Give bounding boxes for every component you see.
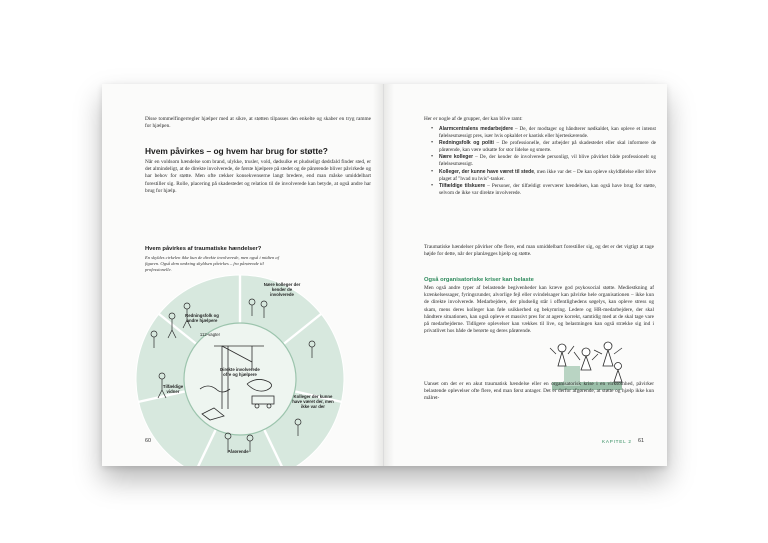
groups-intro: Her er nogle af de grupper, der kan blive ramt: <box>424 116 523 122</box>
list-item: • Redningsfolk og politi – De professionelle, der arbejder på skadestedet eller skal informere de pårørende, kan være udsatte for stor lidelse og smerte. <box>430 140 656 154</box>
groups-list <box>430 126 656 197</box>
list-item: • Alarmcentralens medarbejdere – De, der modtager og håndterer nødkaldet, kan opleve et intenst følelsesmæssigt pres, især hvis opkaldet er kaotisk eller hjerteskærende. <box>430 126 656 140</box>
right-page <box>384 84 667 466</box>
diagram-label-left-top-small: 112-vagter <box>199 332 221 337</box>
page-number-right: 61 <box>638 438 644 444</box>
subsection-heading: Også organisatoriske kriser kan belaste <box>424 277 534 283</box>
diagram-label-center: Direkte involverede ofre og hjælpere <box>220 367 260 378</box>
diagram-label-left: Tilfældige vidner <box>162 384 184 395</box>
list-item: • Tilfældige tilskuere – Personer, der tilfældigt overværer hændelsen, kan også have brug for støtte, selvom de ikke var direkte involverede. <box>430 183 656 197</box>
diagram-caption: En skyldes cirkelen ikke kun de direkte involverede, men også i midten af figuren. Også dem omkring skyldsen påvirkes – fra pårørende til professionelle. <box>145 255 279 272</box>
diagram-label-right-bottom: Kolleger der kunne have været der, men ikke var der <box>292 394 334 410</box>
intro-paragraph: Disse tommelfingerregler hjælper med at sikre, at støtten tilpasses den enkelte og skaber en tryg ramme for hjælpen. <box>145 116 371 130</box>
summary-paragraph: Traumatiske hændelser påvirker ofte flere, end man umiddelbart forestiller sig, og det er det vigtigt at tage højde for dette, når der planlægges hjælp og støtte. <box>424 244 654 258</box>
diagram-label-bottom: Pårørende <box>227 449 249 454</box>
section-body: Når en voldsom hændelse som brand, ulykke, trusler, vold, dødsulke et pludseligt dødsfald finder sted, er det almindeligt, at de direkte involverede, de første hjælpere på stedet og de pårørende bliver påvirkede og har behov for støtte. Men ofte rækker konsekvenserne langt bredere, end man måske umiddelbart forestiller sig. Rolle, placering på skadestedet og relation til de involverede kan betyde, at også andre har brug for hjælp. <box>145 159 371 194</box>
running-head: KAPITEL 2 <box>602 439 632 444</box>
closing-paragraph: Uanset om det er en akut traumatisk hændelse eller en organisatorisk krise i en virksomhed, påvirker belastende oplevelser ofte flere, end man først antager. Det er derfor afgørende, at støtte og hjælp ikke kun målret- <box>424 381 654 402</box>
crisis-paragraph: Men også andre typer af belastende begivenheder kan kræve god psykosocial støtte. Mediestkning af krænkelsessager, fyringsrunder, alvorlige fejl eller svindelsager kan påvirke hele organisationen – ikke kun de direkte involverede. Medarbejdere, der pludselig står i offentlighedens søgelys, kan opleve stress og skam, mens deres kolleger kan føle usikkerhed og bekymring. Ledere og HR-medarbejdere, der skal håndtere situationen, kan også opleve et massivt pres for at agere korrekt, samtidig med at de skal tage vare på medarbejderne. Tidligere oplevelser kan vækkes til live, og belastningen kan også strække sig ind i privatlivet hos både de berørte og deres pårørende. <box>424 285 654 335</box>
diagram-label-left-top: Redningsfolk og andre hjælpere <box>185 313 219 324</box>
list-item: • Kolleger, der kunne have været til stede, men ikke var det – De kan opleve skyldfølelse eller blive plaget af "hvad nu hvis"-tanker. <box>430 169 656 183</box>
left-page <box>102 84 384 466</box>
impact-circle-diagram <box>102 84 384 466</box>
section-heading: Hvem påvirkes – og hvem har brug for støtte? <box>145 146 328 156</box>
book-spread <box>102 84 667 466</box>
page-number-left: 60 <box>145 438 151 444</box>
diagram-title: Hvem påvirkes af traumatiske hændelser? <box>145 246 262 252</box>
list-item: • Nære kolleger – De, der kender de involverede personligt, vil blive påvirket både professionelt og følelsesmæssigt. <box>430 154 656 168</box>
diagram-label-top: Nære kolleger der kender de involverede <box>263 282 301 298</box>
